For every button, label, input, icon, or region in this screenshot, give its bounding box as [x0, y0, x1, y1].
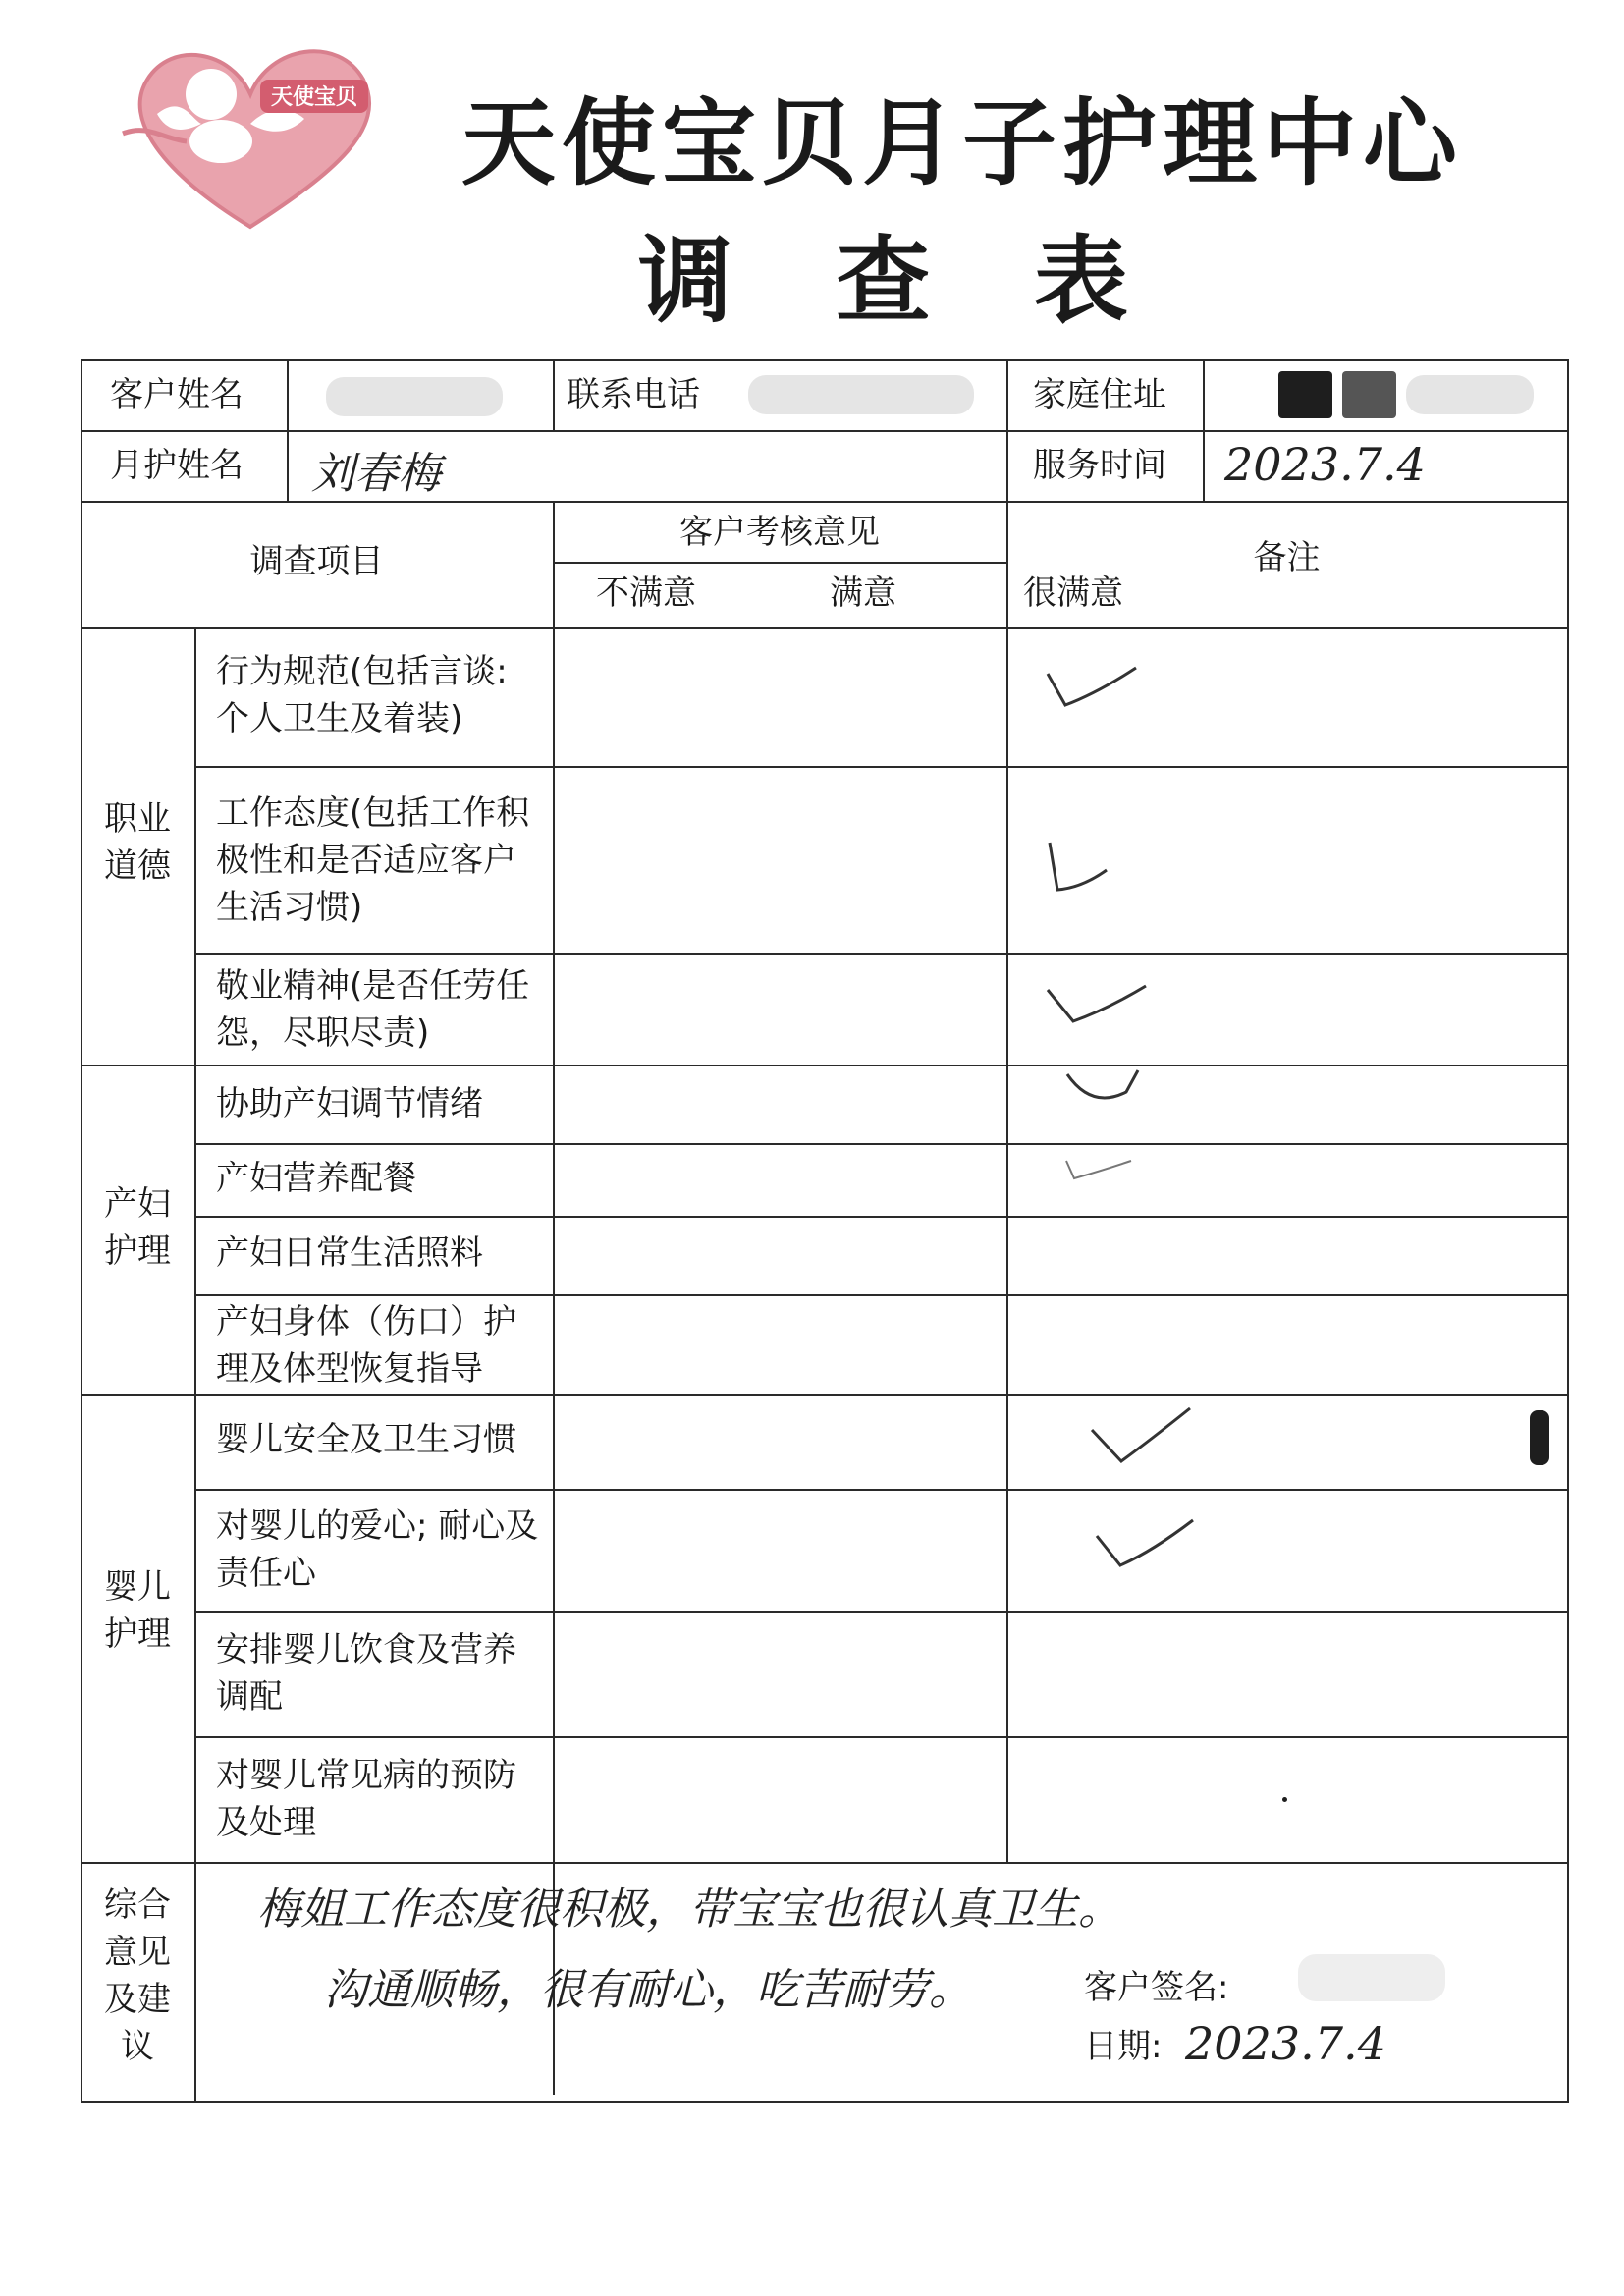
address-label: 家庭住址	[1033, 375, 1166, 414]
address-redacted-dark	[1278, 371, 1332, 418]
item-daily-care: 产妇日常生活照料	[216, 1233, 483, 1273]
group-professional-ethics: 职业道德	[104, 799, 171, 886]
logo-label: 天使宝贝	[270, 85, 358, 110]
item-infant-safety: 婴儿安全及卫生习惯	[216, 1420, 516, 1459]
remarks-column-header: 备注	[1253, 538, 1321, 577]
comment-line-2: 沟通顺畅，很有耐心，吃苦耐劳。	[324, 1965, 972, 2015]
customer-signature-redacted	[1298, 1954, 1445, 2001]
phone-label: 联系电话	[567, 375, 700, 414]
rating-dissatisfied-header: 不满意	[596, 574, 696, 613]
rating-satisfied-header: 满意	[830, 574, 896, 613]
phone-redacted	[748, 375, 974, 414]
opinion-column-header: 客户考核意见	[679, 513, 880, 552]
nanny-name-value: 刘春梅	[311, 449, 441, 499]
item-work-attitude: 工作态度(包括工作积极性和是否适应客户生活习惯)	[216, 793, 530, 927]
item-dedication: 敬业精神(是否任劳任怨，尽职尽责)	[216, 966, 530, 1053]
service-time-label: 服务时间	[1033, 446, 1166, 485]
check-mark-icon	[1082, 1400, 1200, 1479]
comment-line-1: 梅姐工作态度很积极，带宝宝也很认真卫生。	[257, 1885, 1121, 1935]
item-nutrition: 产妇营养配餐	[216, 1159, 416, 1198]
date-value: 2023.7.4	[1185, 2017, 1386, 2070]
stray-dot-mark	[1282, 1797, 1287, 1802]
page-subtitle: 调 查 表	[638, 226, 1164, 336]
service-time-value: 2023.7.4	[1224, 438, 1426, 491]
stray-ink-mark	[1530, 1410, 1549, 1465]
customer-name-redacted	[326, 377, 503, 416]
check-mark-icon	[1087, 1508, 1205, 1587]
page-title: 天使宝贝月子护理中心	[461, 88, 1463, 198]
check-mark-icon	[1038, 831, 1156, 909]
comments-label: 综合意见及建议	[104, 1886, 171, 2066]
item-conduct: 行为规范(包括言谈:个人卫生及着装)	[216, 652, 508, 738]
customer-signature-label: 客户签名:	[1084, 1968, 1229, 2007]
check-mark-icon	[1038, 654, 1156, 723]
nanny-name-label: 月护姓名	[110, 446, 244, 485]
item-column-header: 调查项目	[249, 542, 384, 581]
date-label: 日期:	[1084, 2027, 1163, 2066]
group-maternal-care: 产妇护理	[104, 1184, 171, 1271]
address-redacted-grey	[1342, 371, 1396, 418]
item-infant-love: 对婴儿的爱心; 耐心及责任心	[216, 1506, 539, 1593]
item-recovery: 产妇身体（伤口）护理及体型恢复指导	[216, 1302, 516, 1389]
item-infant-illness: 对婴儿常见病的预防及处理	[216, 1756, 516, 1842]
item-infant-feeding: 安排婴儿饮食及营养调配	[216, 1630, 516, 1717]
customer-name-label: 客户姓名	[110, 375, 244, 414]
check-mark-icon	[1057, 1065, 1156, 1114]
check-mark-icon	[1038, 974, 1156, 1043]
rating-very-satisfied-header: 很满意	[1023, 574, 1123, 613]
survey-table	[81, 359, 1569, 2103]
group-infant-care: 婴儿护理	[104, 1567, 171, 1654]
check-mark-icon	[1053, 1151, 1151, 1190]
address-redacted-light	[1406, 375, 1534, 414]
item-emotion-support: 协助产妇调节情绪	[216, 1084, 483, 1123]
company-logo	[103, 26, 417, 242]
